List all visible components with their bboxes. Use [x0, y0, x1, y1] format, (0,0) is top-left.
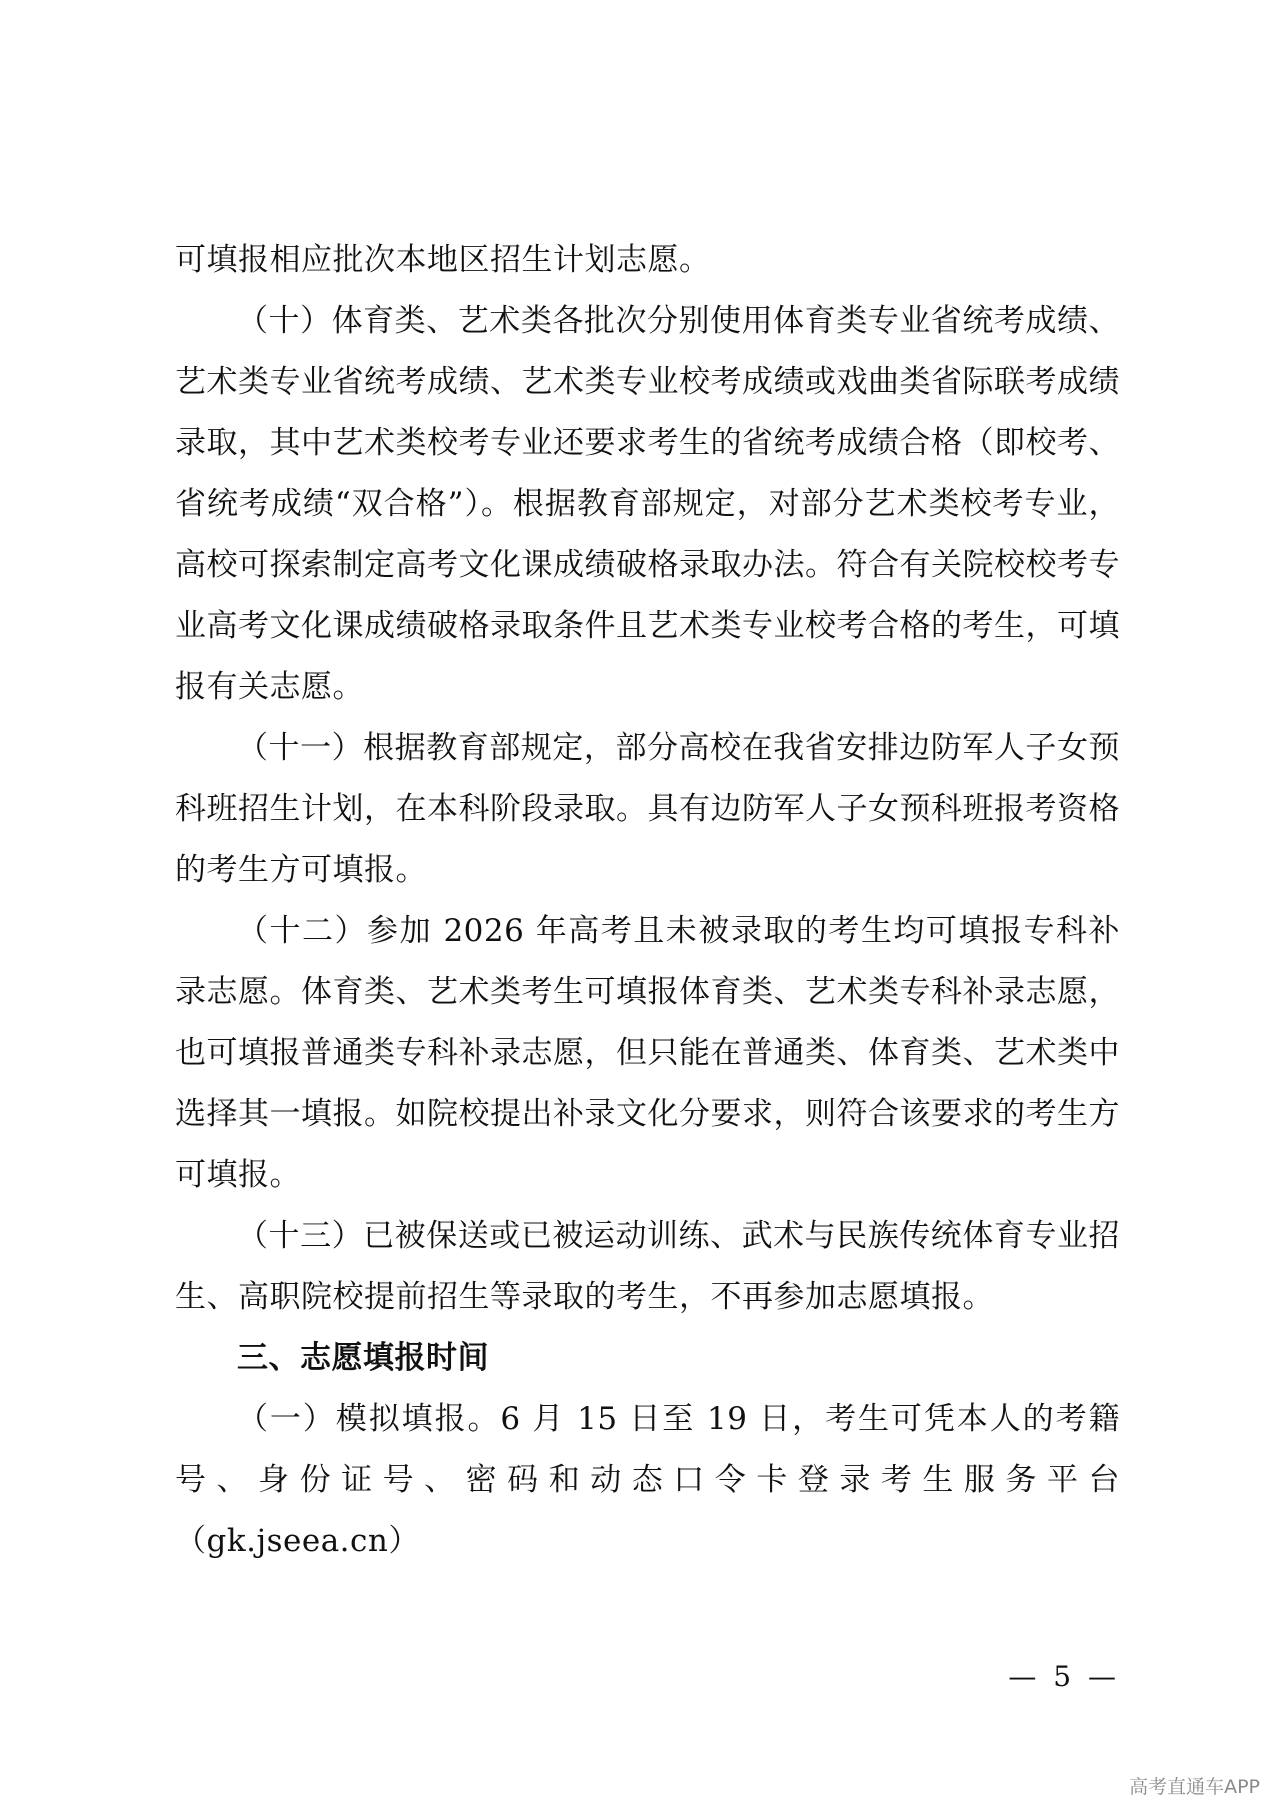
paragraph-item-13: （十三）已被保送或已被运动训练、武术与民族传统体育专业招生、高职院校提前招生等录取的考生，不再参加志愿填报。: [175, 1218, 1120, 1315]
paragraph-item-10: （十）体育类、艺术类各批次分别使用体育类专业省统考成绩、艺术类专业省统考成绩、艺术类专业校考成绩或戏曲类省际联考成绩录取，其中艺术类校考专业还要求考生的省统考成绩合格（即校考、省统考成绩“双合格”）。根据教育部规定，对部分艺术类校考专业，高校可探索制定高考文化课成绩破格录取办法。符合有关院校校考专业高考文化课成绩破格录取条件且艺术类专业校考合格的考生，可填报有关志愿。: [175, 303, 1120, 705]
paragraph-item-11: （十一）根据教育部规定，部分高校在我省安排边防军人子女预科班招生计划，在本科阶段录取。具有边防军人子女预科班报考资格的考生方可填报。: [175, 730, 1120, 888]
continuation-paragraph: 可填报相应批次本地区招生计划志愿。: [175, 242, 711, 278]
paragraph-item-12: （十二）参加 2026 年高考且未被录取的考生均可填报专科补录志愿。体育类、艺术类考生可填报体育类、艺术类专科补录志愿，也可填报普通类专科补录志愿，但只能在普通类、体育类、艺术类中选择其一填报。如院校提出补录文化分要求，则符合该要求的考生方可填报。: [175, 913, 1120, 1193]
section-heading: 三、志愿填报时间: [237, 1340, 489, 1376]
watermark: 高考直通车APP: [1129, 1776, 1260, 1798]
document-body: [175, 230, 1120, 1572]
paragraph-mock-filling: （一）模拟填报。6 月 15 日至 19 日，考生可凭本人的考籍号、身份证号、密码和动态口令卡登录考生服务平台（gk.jseea.cn）: [175, 1401, 1120, 1559]
page-number: — 5 —: [1008, 1660, 1120, 1693]
